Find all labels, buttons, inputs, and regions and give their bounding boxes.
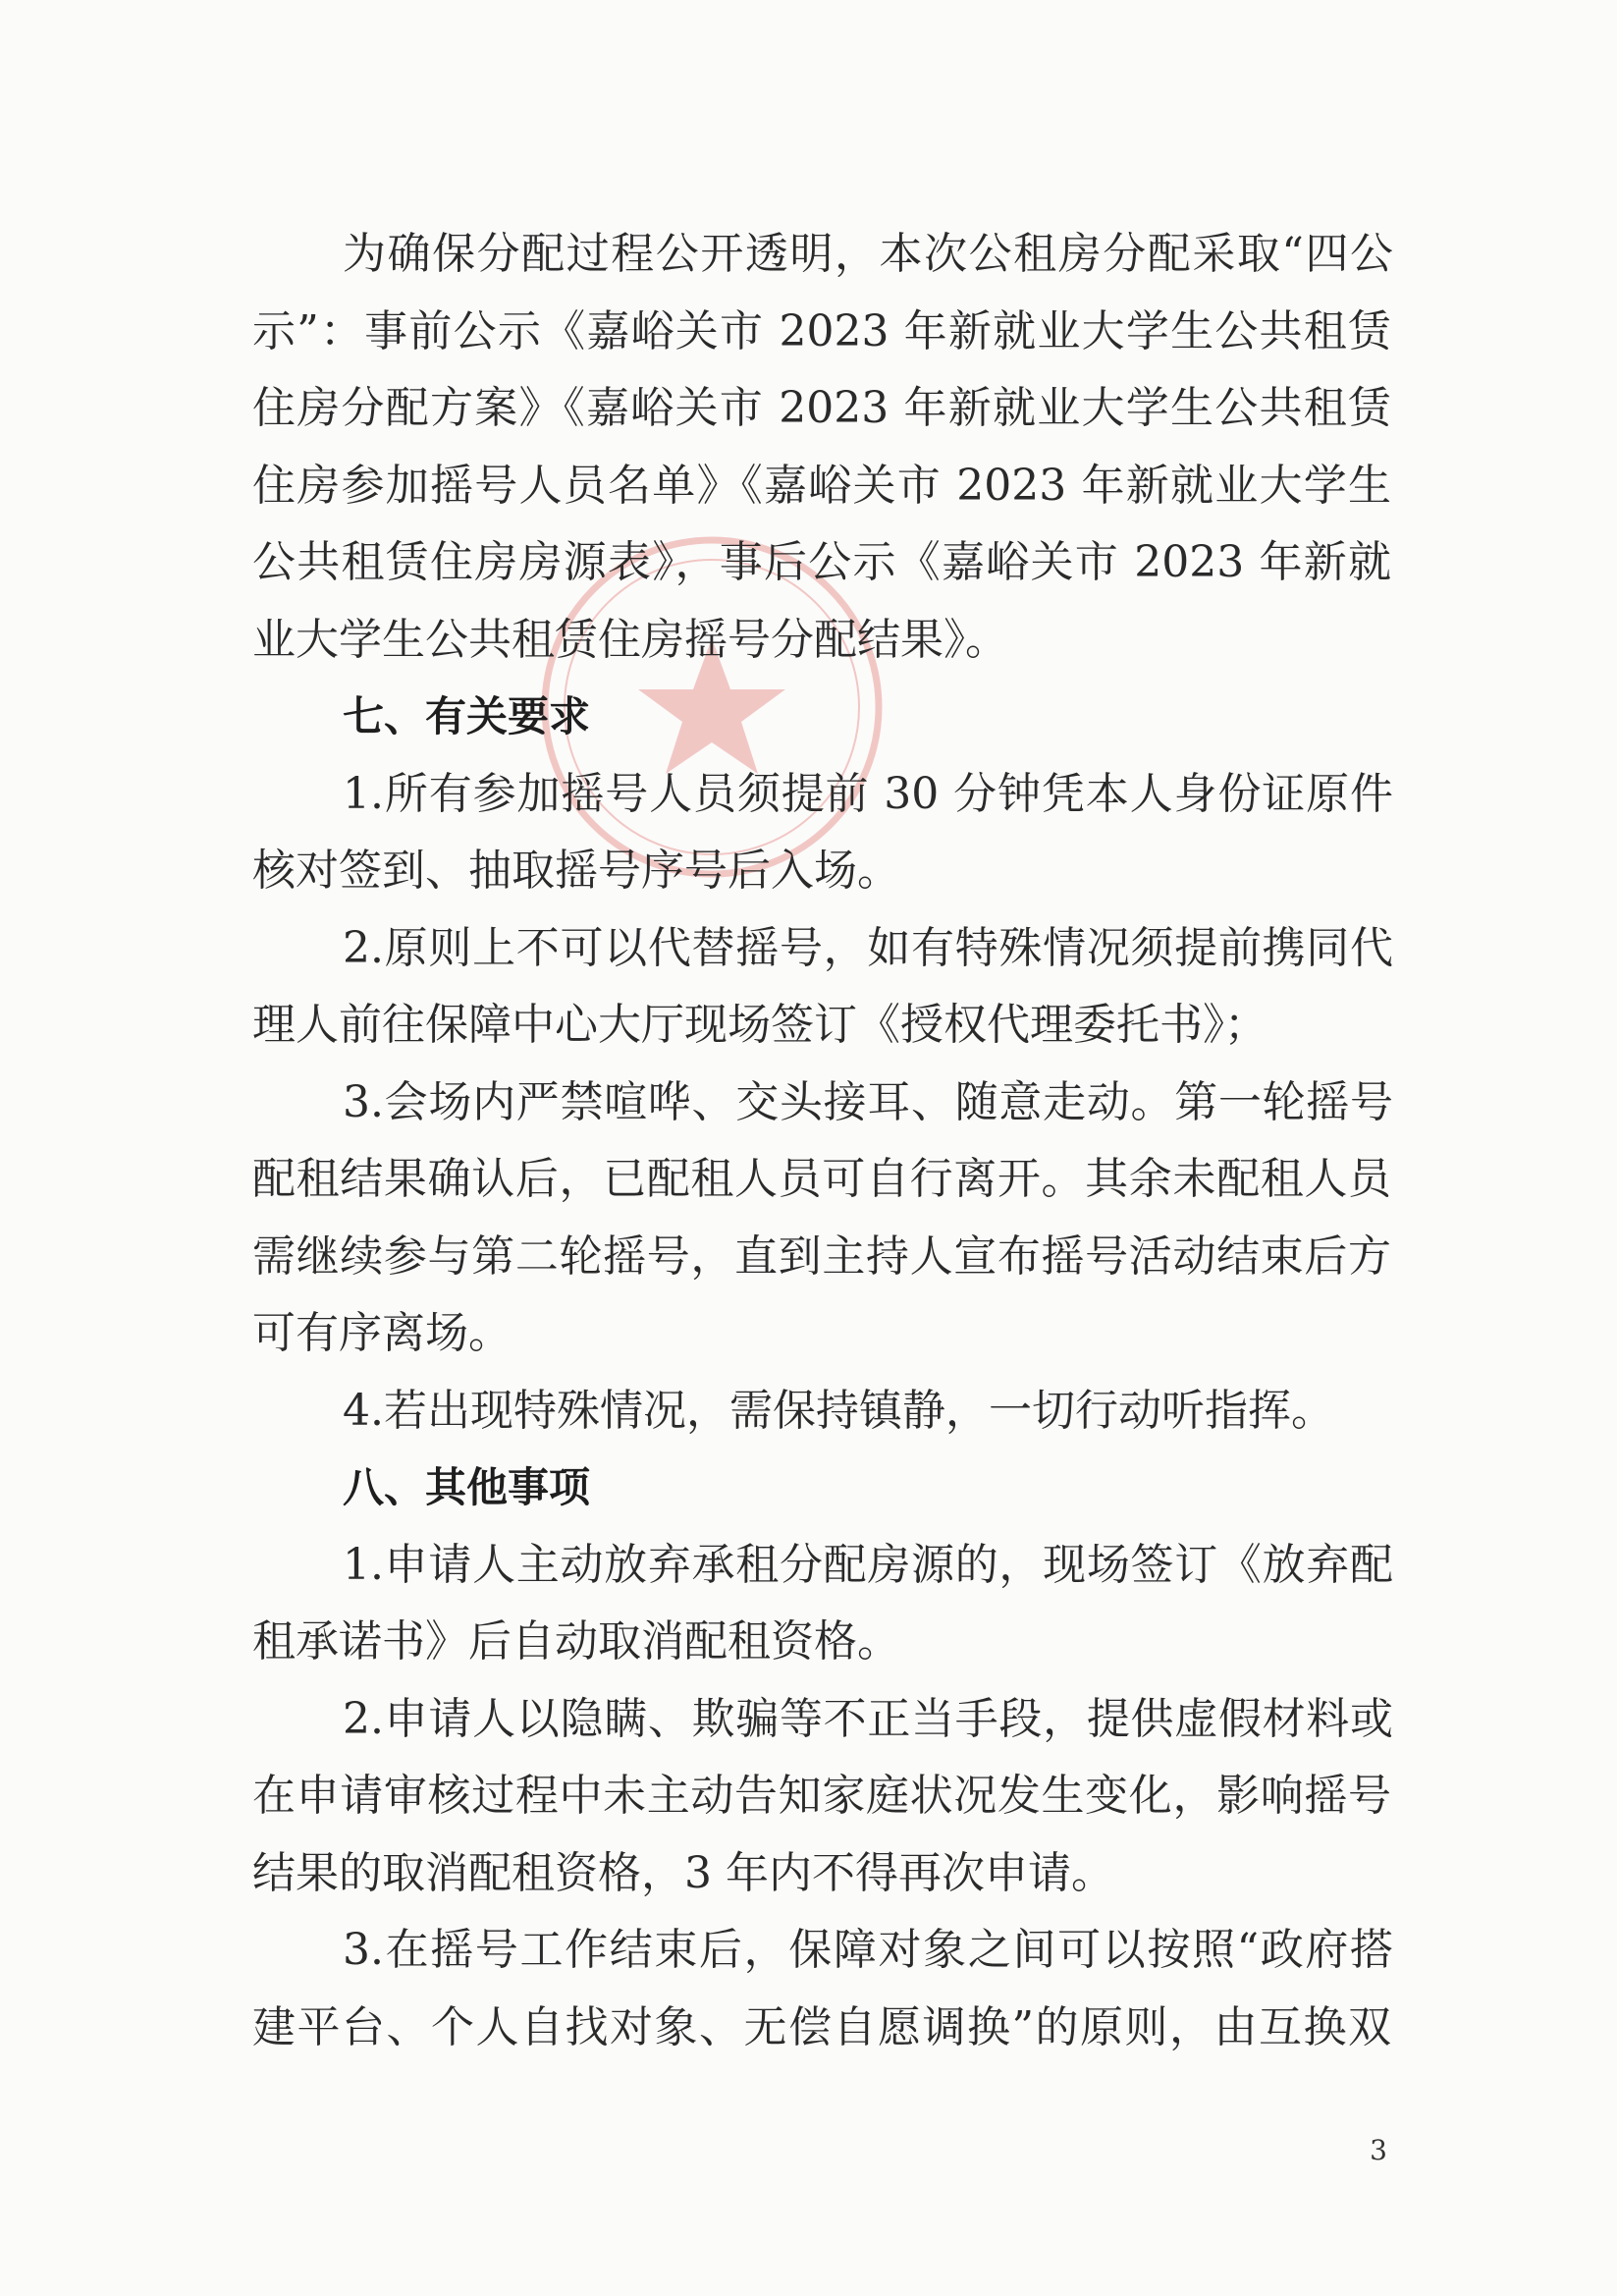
body-text-line: 3.会场内严禁喧哗、交头接耳、随意走动。第一轮摇号: [343, 1076, 1393, 1127]
body-text-line: 租承诺书》后自动取消配租资格。: [252, 1616, 900, 1667]
body-text-line: 住房分配方案》《嘉峪关市 2023 年新就业大学生公共租赁: [252, 383, 1391, 433]
body-text-line: 1.申请人主动放弃承租分配房源的，现场签订《放弃配: [343, 1539, 1393, 1590]
body-text-line: 示”：事前公示《嘉峪关市 2023 年新就业大学生公共租赁: [252, 305, 1391, 356]
body-text-line: 可有序离场。: [252, 1308, 512, 1358]
body-text-line: 4.若出现特殊情况，需保持镇静，一切行动听指挥。: [343, 1385, 1334, 1436]
body-text-line: 理人前往保障中心大厅现场签订《授权代理委托书》；: [252, 1000, 1267, 1050]
body-text-line: 2.原则上不可以代替摇号，如有特殊情况须提前携同代: [343, 922, 1393, 973]
body-text-line: 1.所有参加摇号人员须提前 30 分钟凭本人身份证原件: [343, 768, 1393, 819]
body-text-line: 结果的取消配租资格，3 年内不得再次申请。: [252, 1847, 1114, 1898]
body-text-line: 3.在摇号工作结束后，保障对象之间可以按照“政府搭: [343, 1925, 1393, 1975]
body-text-line: 业大学生公共租赁住房摇号分配结果》。: [252, 614, 1008, 665]
section-heading: 七、有关要求: [343, 692, 591, 740]
body-text-line: 公共租赁住房房源表》，事后公示《嘉峪关市 2023 年新就: [252, 537, 1391, 587]
section-heading: 八、其他事项: [343, 1463, 591, 1511]
body-text-line: 配租结果确认后，已配租人员可自行离开。其余未配租人员: [252, 1154, 1391, 1204]
body-text-line: 为确保分配过程公开透明，本次公租房分配采取“四公: [343, 229, 1393, 279]
body-text-line: 核对签到、抽取摇号序号后入场。: [252, 846, 900, 896]
body-text-line: 2.申请人以隐瞒、欺骗等不正当手段，提供虚假材料或: [343, 1693, 1393, 1744]
body-text-line: 需继续参与第二轮摇号，直到主持人宣布摇号活动结束后方: [252, 1230, 1391, 1282]
page-number: 3: [1370, 2134, 1387, 2166]
body-text-line: 建平台、个人自找对象、无偿自愿调换”的原则，由互换双: [252, 2001, 1391, 2052]
body-text-line: 在申请审核过程中未主动告知家庭状况发生变化，影响摇号: [252, 1771, 1391, 1821]
body-text-line: 住房参加摇号人员名单》《嘉峪关市 2023 年新就业大学生: [252, 460, 1391, 511]
